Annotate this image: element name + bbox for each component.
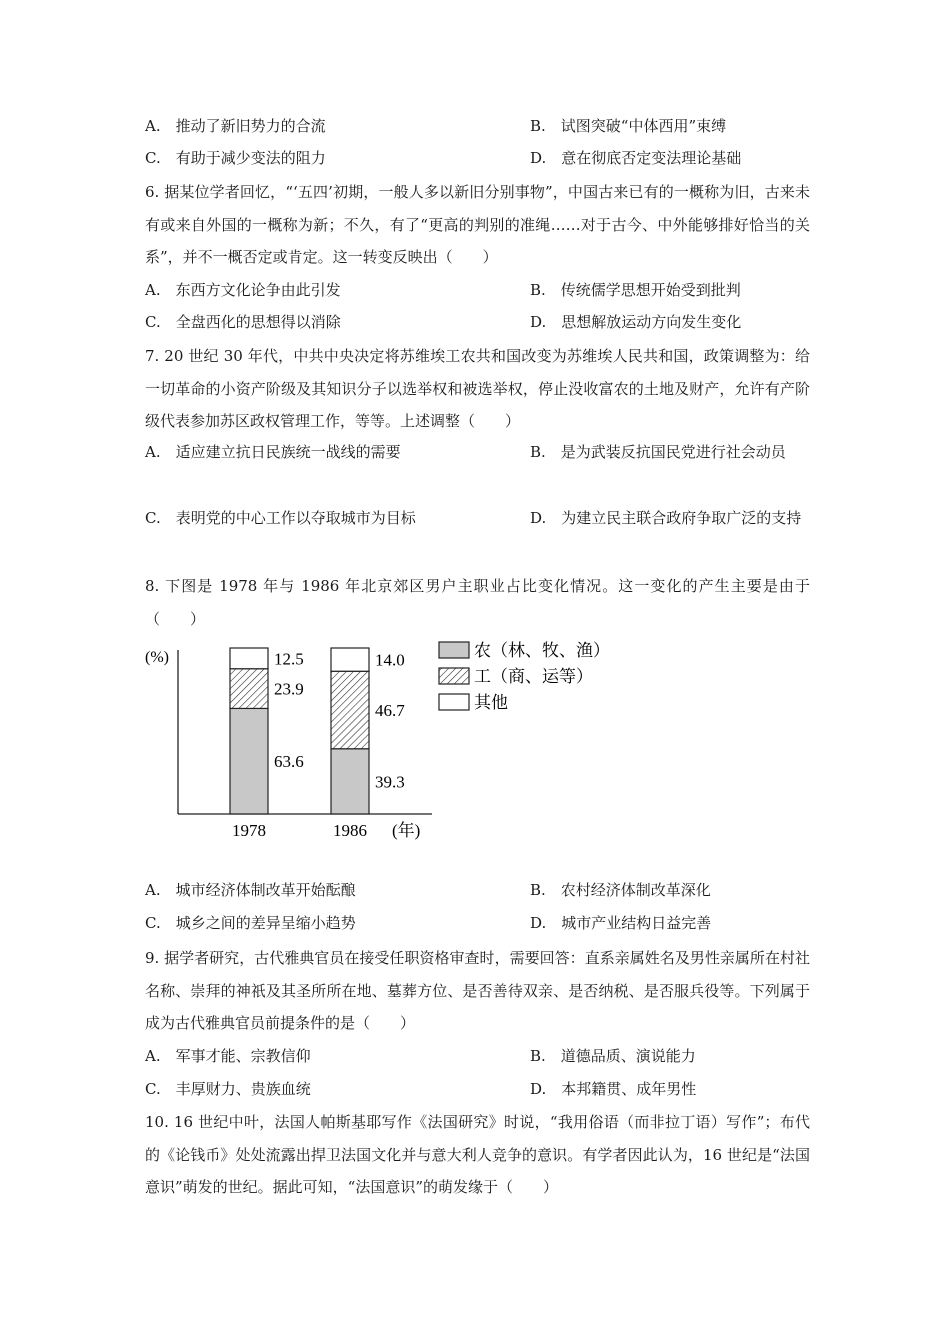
q6-stem: 6. 据某位学者回忆，“‘五四’初期，一般人多以新旧分别事物”，中国古来已有的一概称为旧，古来未有或来自外国的一概称为新；不久，有了“更高的判别的准绳……对于古今、中外能够排好恰当的关系”，并不一概否定或肯定。这一转变反映出（ ）	[145, 183, 810, 266]
q8-option-b[interactable]: B. 农村经济体制改革深化	[530, 881, 711, 899]
data-label-1978-2: 23.9	[274, 679, 304, 699]
bars-group	[230, 648, 420, 840]
q10-stem: 10. 16 世纪中叶，法国人帕斯基耶写作《法国研究》时说，“我用俗语（而非拉丁语）写作”；布代的《论钱币》处处流露出捍卫法国文化并与意大利人竞争的意识。有学者因此认为，16 世纪是“法国意识”萌发的世纪。据此可知，“法国意识”的萌发缘于（ ）	[145, 1113, 810, 1196]
legend-swatch-3	[439, 694, 469, 710]
data-label-1978-1: 63.6	[274, 752, 304, 772]
q9-option-d[interactable]: D. 本邦籍贯、成年男性	[530, 1080, 697, 1098]
q6-option-d[interactable]: D. 思想解放运动方向发生变化	[530, 313, 742, 331]
chart-legend	[439, 641, 610, 712]
legend-swatch-1	[439, 642, 469, 658]
bar-1986-segment-2	[331, 671, 369, 749]
x-tick-1986: 1986	[333, 821, 367, 840]
q7-option-d[interactable]: D. 为建立民主联合政府争取广泛的支持	[530, 509, 802, 527]
q6-option-b[interactable]: B. 传统儒学思想开始受到批判	[530, 281, 741, 299]
x-axis-label: (年)	[392, 821, 421, 840]
legend-label-3: 其他	[474, 693, 508, 712]
legend-label-2: 工（商、运等）	[474, 667, 593, 686]
bar-1978-segment-3	[230, 648, 268, 669]
q6-option-c[interactable]: C. 全盘西化的思想得以消除	[145, 313, 341, 331]
q8-option-d[interactable]: D. 城市产业结构日益完善	[530, 914, 712, 932]
data-label-1978-3: 12.5	[274, 649, 304, 669]
q5-option-a[interactable]: A. 推动了新旧势力的合流	[145, 117, 326, 135]
q9-option-b[interactable]: B. 道德品质、演说能力	[530, 1047, 696, 1065]
data-label-1986-3: 14.0	[375, 650, 405, 670]
bar-1986-segment-3	[331, 648, 369, 671]
q7-option-b[interactable]: B. 是为武装反抗国民党进行社会动员	[530, 443, 786, 461]
q5-option-c[interactable]: C. 有助于减少变法的阻力	[145, 149, 326, 167]
data-label-1986-2: 46.7	[375, 701, 405, 721]
legend-label-1: 农（林、牧、渔）	[474, 641, 610, 660]
q5-option-b[interactable]: B. 试图突破“中体西用”束缚	[530, 117, 727, 135]
q8-stem: 8. 下图是 1978 年与 1986 年北京郊区男户主职业占比变化情况。这一变化的产生主要是由于（ ）	[145, 577, 810, 628]
q9-option-a[interactable]: A. 军事才能、宗教信仰	[145, 1047, 311, 1065]
q8-option-c[interactable]: C. 城乡之间的差异呈缩小趋势	[145, 914, 356, 932]
q7-stem: 7. 20 世纪 30 年代，中共中央决定将苏维埃工农共和国改变为苏维埃人民共和国，政策调整为：给一切革命的小资产阶级及其知识分子以选举权和被选举权，停止没收富农的土地及财产，允许有产阶级代表参加苏区政权管理工作，等等。上述调整（ ）	[145, 347, 810, 430]
q6-option-a[interactable]: A. 东西方文化论争由此引发	[145, 281, 341, 299]
q7-option-c[interactable]: C. 表明党的中心工作以夺取城市为目标	[145, 509, 416, 527]
q5-option-d[interactable]: D. 意在彻底否定变法理论基础	[530, 149, 742, 167]
y-axis-label: (%)	[145, 649, 169, 666]
bar-1978-segment-2	[230, 669, 268, 709]
q7-option-a[interactable]: A. 适应建立抗日民族统一战线的需要	[145, 443, 401, 461]
q9-option-c[interactable]: C. 丰厚财力、贵族血统	[145, 1080, 311, 1098]
bar-1978-segment-1	[230, 708, 268, 814]
data-label-1986-1: 39.3	[375, 772, 405, 792]
bar-1986-segment-1	[331, 749, 369, 814]
occupation-chart	[140, 630, 620, 840]
legend-swatch-2	[439, 668, 469, 684]
q9-stem: 9. 据学者研究，古代雅典官员在接受任职资格审查时，需要回答：直系亲属姓名及男性亲属所在村社名称、崇拜的神祇及其圣所所在地、墓葬方位、是否善待双亲、是否纳税、是否服兵役等。下列属于成为古代雅典官员前提条件的是（ ）	[145, 949, 810, 1032]
q8-option-a[interactable]: A. 城市经济体制改革开始酝酿	[145, 881, 356, 899]
x-tick-1978: 1978	[232, 821, 266, 840]
